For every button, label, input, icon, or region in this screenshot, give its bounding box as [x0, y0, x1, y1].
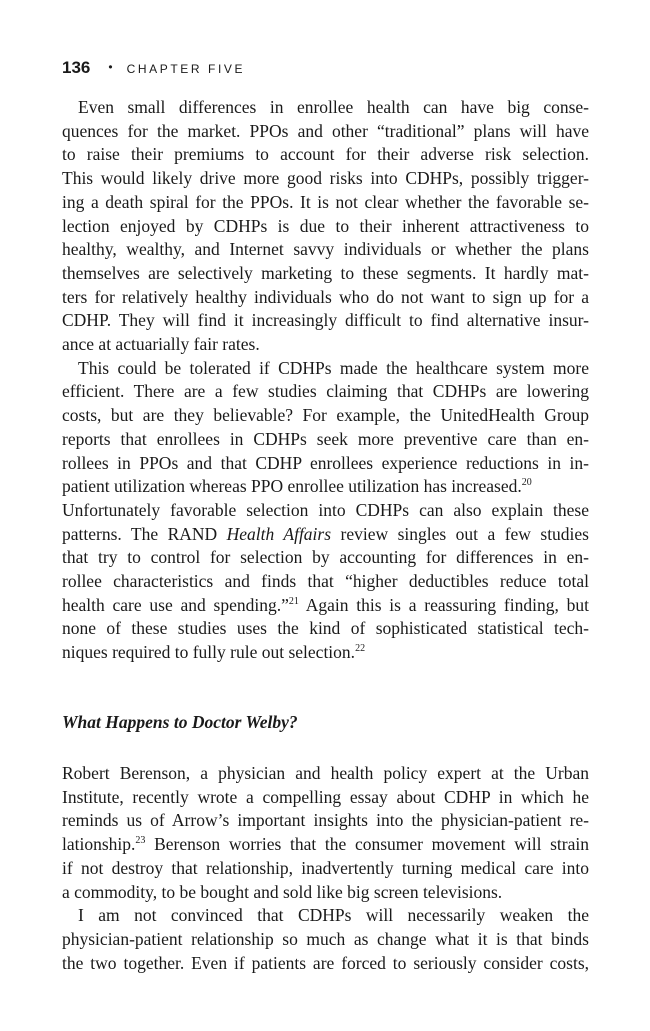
text-line: themselves are selectively marketing to these segments. It hardly mat-: [62, 262, 589, 283]
text-line: reports that enrollees in CDHPs seek more preventive care than en-: [62, 428, 589, 449]
text-line: CDHP. They will find it increasingly difficult to find alternative insur-: [62, 310, 589, 331]
page-number: 136: [62, 58, 91, 77]
text-fragment: Again this is a reassuring finding, but: [298, 594, 589, 615]
text-line: rollees in PPOs and that CDHP enrollees experience reductions in in-: [62, 452, 589, 473]
text-fragment: niques required to fully rule out selection.: [62, 642, 356, 663]
text-fragment: patient utilization whereas PPO enrollee utilization has increased.: [62, 476, 522, 497]
text-line: [62, 475, 589, 499]
text-line: Even small differences in enrollee health can have big conse-: [78, 97, 589, 117]
footnote-marker: 21: [288, 595, 299, 607]
text-line: rollee characteristics and finds that “higher deductibles reduce total: [62, 571, 589, 592]
text-line: costs, but are they believable? For example, the UnitedHealth Group: [62, 405, 589, 426]
footnote-marker: 22: [355, 643, 366, 655]
text-fragment: Berenson worries that the consumer movement will strain: [145, 834, 589, 855]
text-line: physician-patient relationship so much as change what it is that binds: [62, 928, 589, 949]
footnote-marker: 23: [135, 835, 146, 847]
text-line: This would likely drive more good risks into CDHPs, possibly trigger-: [62, 168, 589, 189]
text-line: lection enjoyed by CDHPs is due to their inherent attractiveness to: [62, 215, 589, 236]
text-fragment: lationship.: [62, 834, 136, 855]
text-fragment: patterns. The RAND: [62, 523, 227, 544]
text-line: This could be tolerated if CDHPs made the healthcare system more: [78, 357, 589, 378]
section-heading: What Happens to Doctor Welby?: [62, 712, 298, 732]
text-line: none of these studies uses the kind of sophisticated statistical tech-: [62, 618, 589, 639]
text-line: Robert Berenson, a physician and health policy expert at the Urban: [62, 763, 589, 783]
text-line: healthy, wealthy, and Internet savvy individuals or whether the plans: [62, 239, 589, 260]
text-line: I am not convinced that CDHPs will necessarily weaken the: [78, 905, 589, 926]
text-fragment: health care use and spending.”: [62, 594, 289, 615]
text-line: the two together. Even if patients are forced to seriously consider costs,: [62, 952, 589, 973]
text-line: efficient. There are a few studies claiming that CDHPs are lowering: [62, 381, 589, 402]
text-line: [62, 594, 589, 618]
body-text-section-1: [62, 96, 589, 665]
running-head: [62, 58, 245, 78]
text-line: that try to control for selection by accounting for differences in en-: [62, 547, 589, 568]
text-line: a commodity, to be bought and sold like big screen televisions.: [62, 881, 503, 902]
text-line: ing a death spiral for the PPOs. It is not clear whether the favorable se-: [62, 191, 589, 212]
text-line: Institute, recently wrote a compelling essay about CDHP in which he: [62, 786, 589, 807]
chapter-label: CHAPTER FIVE: [126, 62, 246, 76]
text-fragment: review singles out a few studies: [331, 523, 589, 544]
footnote-marker: 20: [521, 477, 532, 489]
text-line: [62, 833, 589, 857]
body-text-section-2: [62, 762, 589, 975]
journal-title: Health Affairs: [226, 523, 332, 544]
text-line: ters for relatively healthy individuals who do not want to sign up for a: [62, 286, 589, 307]
text-line: reminds us of Arrow’s important insights into the physician-patient re-: [62, 810, 589, 831]
text-line: [62, 523, 589, 547]
text-line: quences for the market. PPOs and other “traditional” plans will have: [62, 120, 589, 141]
text-line: Unfortunately favorable selection into CDHPs can also explain these: [62, 499, 589, 520]
text-line: if not destroy that relationship, inadvertently turning medical care into: [62, 857, 589, 878]
text-line: to raise their premiums to account for their adverse risk selection.: [62, 144, 589, 165]
text-line: ance at actuarially fair rates.: [62, 334, 260, 355]
header-separator: •: [108, 60, 113, 74]
text-line: [62, 641, 589, 665]
